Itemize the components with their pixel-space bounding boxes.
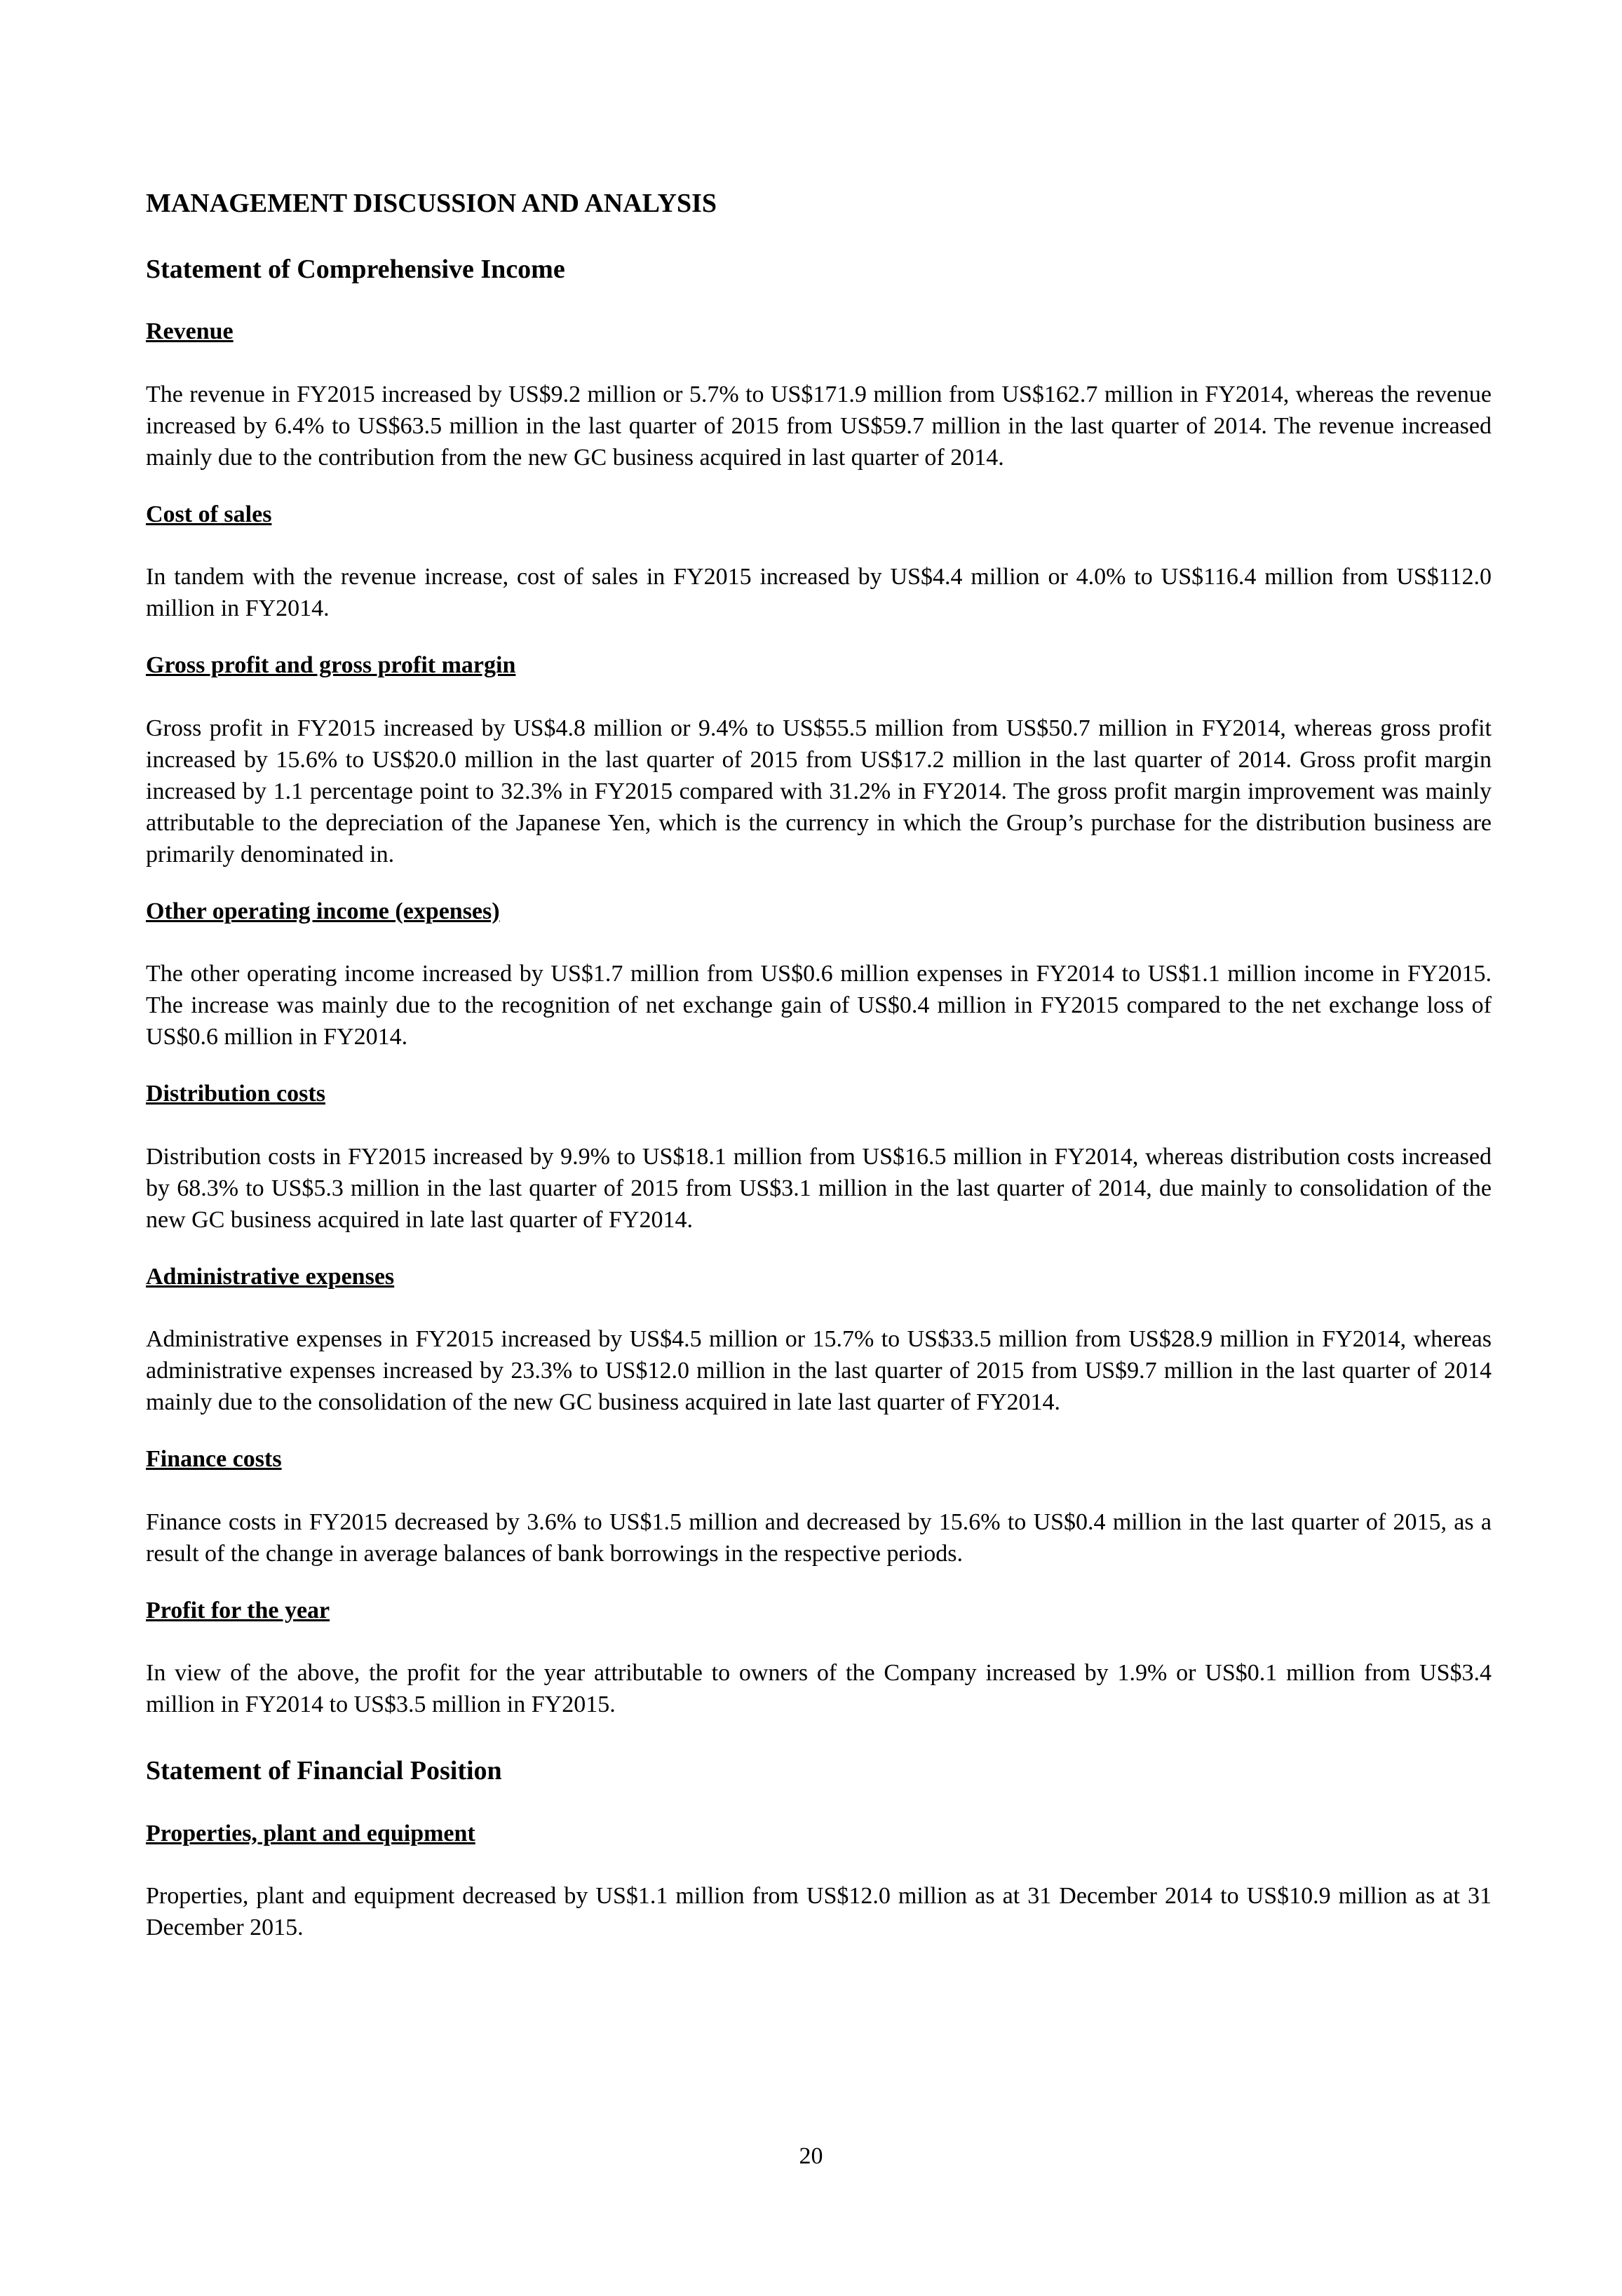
section-heading-comprehensive-income: Statement of Comprehensive Income <box>146 254 565 284</box>
subheading-finance-costs: Finance costs <box>146 1446 282 1473</box>
paragraph-other-operating-income: The other operating income increased by US$1.7 million from US$0.6 million expenses in FY2014 to US$1.1 million income in FY2015. The increase was mainly due to the recognition of net exchange gain of US$0.4 million in FY2015 compared to the net exchange loss of US$0.6 million in FY2014. <box>146 961 1492 1051</box>
subheading-profit-for-year: Profit for the year <box>146 1597 330 1623</box>
paragraph-finance-costs: Finance costs in FY2015 decreased by 3.6% to US$1.5 million and decreased by 15.6% to US$0.4 million in the last quarter of 2015, as a result of the change in average balances of bank borrowings in the respective periods. <box>146 1508 1492 1567</box>
subheading-gross-profit: Gross profit and gross profit margin <box>146 652 516 679</box>
subheading-cost-of-sales: Cost of sales <box>146 501 272 527</box>
paragraph-distribution-costs: Distribution costs in FY2015 increased by 9.9% to US$18.1 million from US$16.5 million in FY2014, whereas distribution costs increased by 68.3% to US$5.3 million in the last quarter of 2015 from US$3.1 million in the last quarter of 2014, due mainly to consolidation of the new GC business acquired in late last quarter of FY2014. <box>146 1143 1492 1233</box>
paragraph-cost-of-sales: In tandem with the revenue increase, cost of sales in FY2015 increased by US$4.4 million or 4.0% to US$116.4 million from US$112.0 million in FY2014. <box>146 564 1492 622</box>
subheading-revenue: Revenue <box>146 318 234 345</box>
subheading-administrative-expenses: Administrative expenses <box>146 1263 395 1290</box>
paragraph-administrative-expenses: Administrative expenses in FY2015 increased by US$4.5 million or 15.7% to US$33.5 million from US$28.9 million in FY2014, whereas administrative expenses increased by 23.3% to US$12.0 million in the last quarter of 2015 from US$9.7 million in the last quarter of 2014 mainly due to the consolidation of the new GC business acquired in late last quarter of FY2014. <box>146 1326 1492 1416</box>
page-number: 20 <box>799 2143 823 2169</box>
subheading-ppe: Properties, plant and equipment <box>146 1820 475 1846</box>
paragraph-profit-for-year: In view of the above, the profit for the year attributable to owners of the Company increased by 1.9% or US$0.1 million from US$3.4 million in FY2014 to US$3.5 million in FY2015. <box>146 1660 1492 1718</box>
paragraph-gross-profit: Gross profit in FY2015 increased by US$4.8 million or 9.4% to US$55.5 million from US$50.7 million in FY2014, whereas gross profit increased by 15.6% to US$20.0 million in the last quarter of 2015 from US$17.2 million in the last quarter of 2014. Gross profit margin increased by 1.1 percentage point to 32.3% in FY2015 compared with 31.2% in FY2014. The gross profit margin improvement was mainly attributable to the depreciation of the Japanese Yen, which is the currency in which the Group’s purchase for the distribution business are primarily denominated in. <box>146 715 1492 867</box>
subheading-other-operating-income: Other operating income (expenses) <box>146 898 500 924</box>
subheading-distribution-costs: Distribution costs <box>146 1081 325 1107</box>
paragraph-ppe: Properties, plant and equipment decreased by US$1.1 million from US$12.0 million as at 31 December 2014 to US$10.9 million as at 31 December 2015. <box>146 1883 1492 1941</box>
page-title: MANAGEMENT DISCUSSION AND ANALYSIS <box>146 189 717 218</box>
paragraph-revenue: The revenue in FY2015 increased by US$9.2 million or 5.7% to US$171.9 million from US$162.7 million in FY2014, whereas the revenue increased by 6.4% to US$63.5 million in the last quarter of 2015 from US$59.7 million in the last quarter of 2014. The revenue increased mainly due to the contribution from the new GC business acquired in last quarter of 2014. <box>146 381 1492 471</box>
section-heading-financial-position: Statement of Financial Position <box>146 1756 502 1786</box>
